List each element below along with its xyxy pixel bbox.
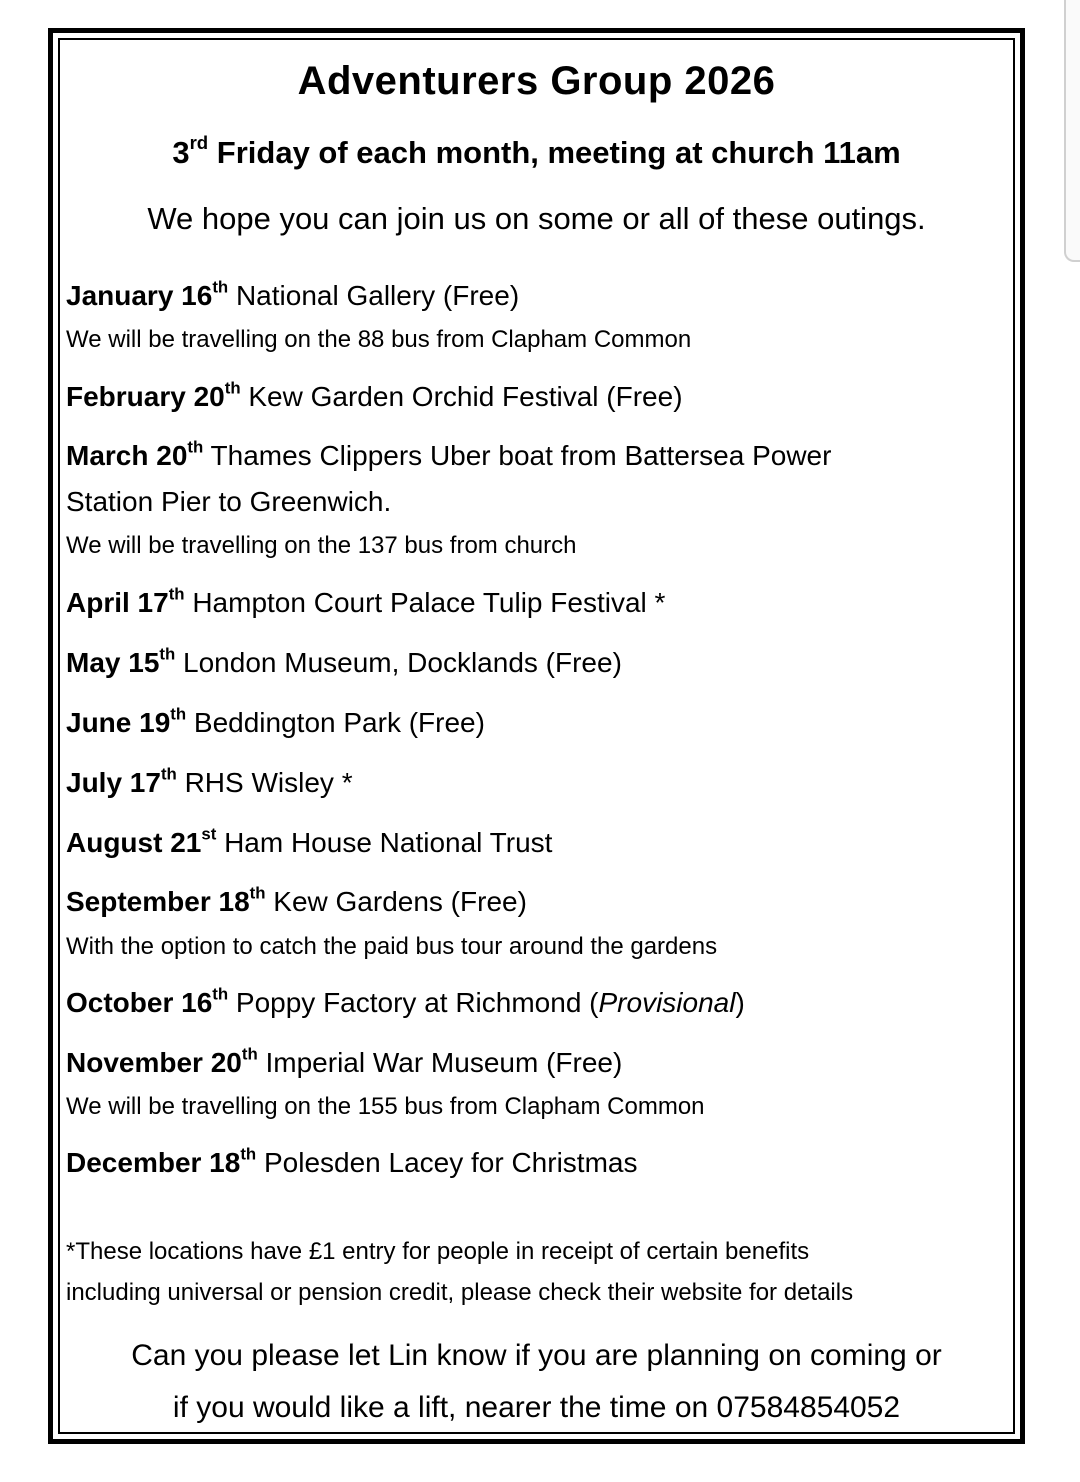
event-date: July 17 xyxy=(66,767,161,798)
event-date-suffix: th xyxy=(241,1044,258,1064)
contact-info xyxy=(53,1330,1020,1434)
event-title: Kew Garden Orchid Festival (Free) xyxy=(248,381,683,412)
event-december xyxy=(66,1144,1010,1179)
intro-text: We hope you can join us on some or all of these outings. xyxy=(147,201,926,236)
flyer-content xyxy=(53,33,1020,1439)
event-date: February 20 xyxy=(66,381,225,412)
meeting-ordinal: 3 xyxy=(172,135,190,170)
meeting-ordinal-suffix: rd xyxy=(189,132,209,154)
event-date-suffix: th xyxy=(224,378,241,398)
event-title: National Gallery (Free) xyxy=(235,280,520,311)
event-note: We will be travelling on the 137 bus from church xyxy=(66,532,577,559)
event-date-suffix: th xyxy=(170,704,187,724)
event-note: We will be travelling on the 88 bus from Clapham Common xyxy=(66,326,692,353)
event-title: Hampton Court Palace Tulip Festival * xyxy=(192,587,666,618)
event-date: August 21 xyxy=(66,827,202,858)
event-title: London Museum, Docklands (Free) xyxy=(183,647,622,678)
event-date: April 17 xyxy=(66,587,169,618)
event-may xyxy=(66,644,1010,679)
footnote-line: including universal or pension credit, please check their website for details xyxy=(66,1279,854,1306)
event-title-continued: Station Pier to Greenwich. xyxy=(66,486,392,517)
event-title-italic: Provisional xyxy=(598,987,736,1018)
event-title: Beddington Park (Free) xyxy=(193,707,485,738)
event-date: March 20 xyxy=(66,440,188,471)
event-date-suffix: th xyxy=(159,644,176,664)
contact-line: Can you please let Lin know if you are planning on coming or xyxy=(131,1339,942,1372)
event-september xyxy=(66,883,1010,918)
event-date-suffix: th xyxy=(212,984,229,1004)
event-october xyxy=(66,984,1010,1019)
event-title: Polesden Lacey for Christmas xyxy=(263,1147,638,1178)
event-title: Imperial War Museum (Free) xyxy=(265,1047,623,1078)
flyer-frame xyxy=(48,28,1025,1444)
event-march xyxy=(66,437,1010,472)
event-title-end: ) xyxy=(735,987,745,1018)
event-date-suffix: th xyxy=(168,584,185,604)
event-date-suffix: th xyxy=(249,883,266,903)
event-note: We will be travelling on the 155 bus from Clapham Common xyxy=(66,1093,705,1120)
event-date-suffix: th xyxy=(240,1144,257,1164)
event-title: Poppy Factory at Richmond ( xyxy=(235,987,599,1018)
event-date-suffix: th xyxy=(212,277,229,297)
event-date: May 15 xyxy=(66,647,160,678)
event-date: October 16 xyxy=(66,987,213,1018)
event-july xyxy=(66,764,1010,799)
event-note: With the option to catch the paid bus tour around the gardens xyxy=(66,933,718,960)
event-november xyxy=(66,1044,1010,1079)
event-january xyxy=(66,277,1010,312)
event-date: December 18 xyxy=(66,1147,241,1178)
event-date: January 16 xyxy=(66,280,213,311)
event-april xyxy=(66,584,1010,619)
meeting-text: Friday of each month, meeting at church 11am xyxy=(216,135,901,170)
event-date-suffix: th xyxy=(160,764,177,784)
footnote-line: *These locations have £1 entry for people in receipt of certain benefits xyxy=(66,1238,810,1265)
event-title: Thames Clippers Uber boat from Battersea Power xyxy=(210,440,832,471)
event-date-suffix: th xyxy=(187,437,204,457)
event-date-suffix: st xyxy=(201,824,217,844)
event-date: September 18 xyxy=(66,886,250,917)
meeting-info xyxy=(53,132,1020,171)
event-june xyxy=(66,704,1010,739)
benefits-footnote xyxy=(66,1231,1010,1313)
event-title: Ham House National Trust xyxy=(224,827,553,858)
event-august xyxy=(66,824,1010,859)
page-title: Adventurers Group 2026 xyxy=(297,59,776,103)
event-title: RHS Wisley * xyxy=(184,767,353,798)
contact-line: if you would like a lift, nearer the time on 07584854052 xyxy=(172,1391,901,1424)
event-date: June 19 xyxy=(66,707,171,738)
scrollbar-edge[interactable] xyxy=(1064,0,1080,262)
event-february xyxy=(66,378,1010,413)
event-date: November 20 xyxy=(66,1047,242,1078)
event-title: Kew Gardens (Free) xyxy=(273,886,527,917)
